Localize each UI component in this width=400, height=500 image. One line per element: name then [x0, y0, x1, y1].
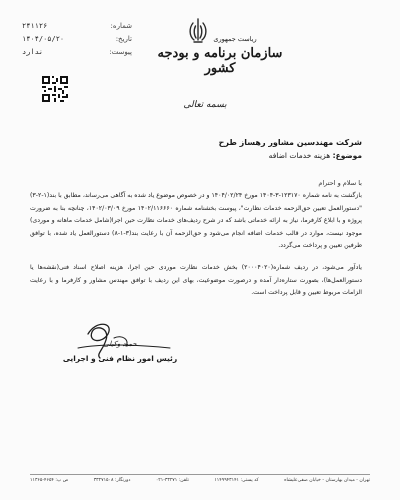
footer-address: تهران - میدان بهارستان - خیابان صفی‌علیشاه	[284, 478, 370, 483]
letter-number-label: شماره:	[110, 22, 132, 30]
letter-number-row	[22, 20, 132, 33]
signer-name: حمید وکیلی	[103, 340, 137, 348]
attachment-label: پیوست:	[109, 48, 132, 56]
attachment-value: ندارد	[22, 48, 44, 56]
recipient: شرکت مهندسین مشاور رهساز طرح	[218, 138, 362, 147]
footer-phone: تلفن: ۳۳۲۷۱-۰۲۱	[155, 478, 189, 483]
body-paragraph-1: بازگشت به نامه شماره ۱۲۳۱۷۰-۳-۱۴۰۴ مورخ ۱۴۰۴/۰۲/۲۴ و در خصوص موضوع یاد شده به آگاهی می‌رساند، مطابق با بند(۱-۲-۳) "دستورالعمل تعیین حق‌الزحمه خدمات نظارت"، پیوست بخشنامه شماره ۱۴۰۲/۱۱۶۶۶۰ مورخ ۱۴۰۲/۰۳/۰۹، چنانچه بنا به ضرورت پروژه و با ابلاغ کارفرما، نیاز به ارائه خدماتی باشد که در شرح ردیف‌های خدمات نظارت حین اجرا(شامل خدمات ماهانه و موردی) موجود نیست، موارد در قالب خدمات اضافه انجام می‌شود و حق‌الزحمه آن با رعایت بند(۳-۱-۸) دستورالعمل یاد شده، با توافق طرفین تعیین و پرداخت می‌گردد.	[30, 192, 362, 249]
subject-label: موضوع:	[332, 151, 362, 160]
salutation: بسمه تعالی	[183, 100, 227, 110]
letter-date: ۱۴۰۴/۰۵/۲۰	[22, 35, 65, 43]
letter-date-row	[22, 33, 132, 46]
subject-line	[30, 151, 362, 160]
letter-number: ۲۴۱۱۲۶	[22, 22, 48, 30]
footer-po-box: ص پ: ۴۶۵۴-۱۱۳۶۵	[30, 478, 69, 483]
letter-footer	[30, 474, 370, 483]
letter-meta	[22, 20, 132, 59]
presidency-label: ریاست جمهوری	[213, 35, 257, 43]
greeting: با سلام و احترام	[318, 179, 362, 187]
qr-code	[42, 76, 68, 102]
attachment-row	[22, 46, 132, 59]
organization-name: سازمان برنامه و بودجه کشور	[157, 46, 283, 76]
signer-title: رئیس امور نظام فنی و اجرایی	[62, 354, 178, 363]
footer-postal-code: کد پستی: ۱۱۴۹۹۴۳۱۴۱	[214, 478, 259, 483]
subject-value: هزینه خدمات اضافه	[268, 151, 331, 160]
body-paragraph-2: یادآور می‌شود، در ردیف شماره(۲۰۰۰۴۰۲۰) بخش خدمات نظارت موردی حین اجرا، هزینه اصلاح اسناد فنی(نقشه‌ها یا دستورالعمل‌ها)، بصورت ستاره‌دار آمده و درصورت موضوعیت، بهای این ردیف با توافق مهندس مشاور و کارفرما و با رعایت الزامات مربوط تعیین و قابل پرداخت است.	[30, 264, 362, 296]
letter-date-label: تاریخ:	[115, 35, 132, 43]
footer-fax: دورنگار: ۳۳۲۷۱۵۰۸	[93, 478, 131, 483]
letterhead	[0, 0, 400, 82]
